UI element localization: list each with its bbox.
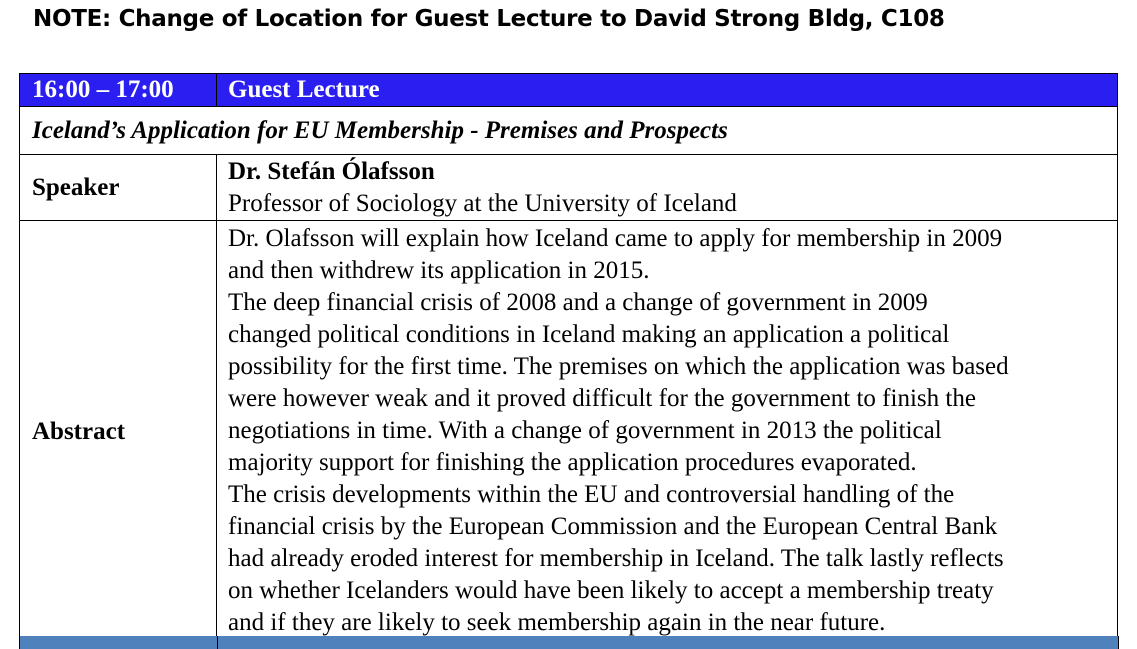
abstract-row — [20, 221, 1118, 643]
speaker-position: Professor of Sociology at the University of Iceland — [228, 189, 737, 217]
abstract-line: were however weak and it proved difficult for the government to finish the — [228, 385, 976, 412]
speaker-name: Dr. Stefán Ólafsson — [228, 157, 435, 185]
abstract-line: had already eroded interest for membership in Iceland. The talk lastly reflects — [228, 545, 1004, 572]
abstract-line: financial crisis by the European Commission and the European Central Bank — [228, 513, 998, 540]
abstract-text — [217, 221, 1118, 643]
abstract-line: majority support for finishing the application procedures evaporated. — [228, 449, 917, 476]
abstract-line: The crisis developments within the EU and controversial handling of the — [228, 481, 955, 508]
speaker-row — [20, 155, 1118, 221]
abstract-line: negotiations in time. With a change of government in 2013 the political — [228, 417, 942, 444]
location-change-note: NOTE: Change of Location for Guest Lecture to David Strong Bldg, C108 — [33, 6, 945, 32]
abstract-line: and if they are likely to seek membership again in the near future. — [228, 609, 886, 636]
abstract-line: changed political conditions in Iceland making an application a political — [228, 321, 950, 348]
speaker-label: Speaker — [20, 155, 217, 221]
next-row-divider — [217, 636, 218, 649]
abstract-line: and then withdrew its application in 2015. — [228, 257, 650, 284]
abstract-line: possibility for the first time. The premises on which the application was based — [228, 353, 1009, 380]
session-header-row — [20, 74, 1118, 107]
abstract-line: on whether Icelanders would have been likely to accept a membership treaty — [228, 577, 994, 604]
programme-table — [19, 73, 1118, 643]
next-row-bar — [19, 636, 1119, 649]
speaker-cell — [217, 155, 1118, 221]
session-type: Guest Lecture — [217, 74, 1118, 107]
abstract-label: Abstract — [20, 221, 217, 643]
lecture-title: Iceland’s Application for EU Membership - Premises and Prospects — [20, 107, 1118, 155]
session-time: 16:00 – 17:00 — [20, 74, 217, 107]
abstract-line: The deep financial crisis of 2008 and a change of government in 2009 — [228, 289, 928, 316]
abstract-line: Dr. Olafsson will explain how Iceland came to apply for membership in 2009 — [228, 225, 1003, 252]
lecture-title-row — [20, 107, 1118, 155]
